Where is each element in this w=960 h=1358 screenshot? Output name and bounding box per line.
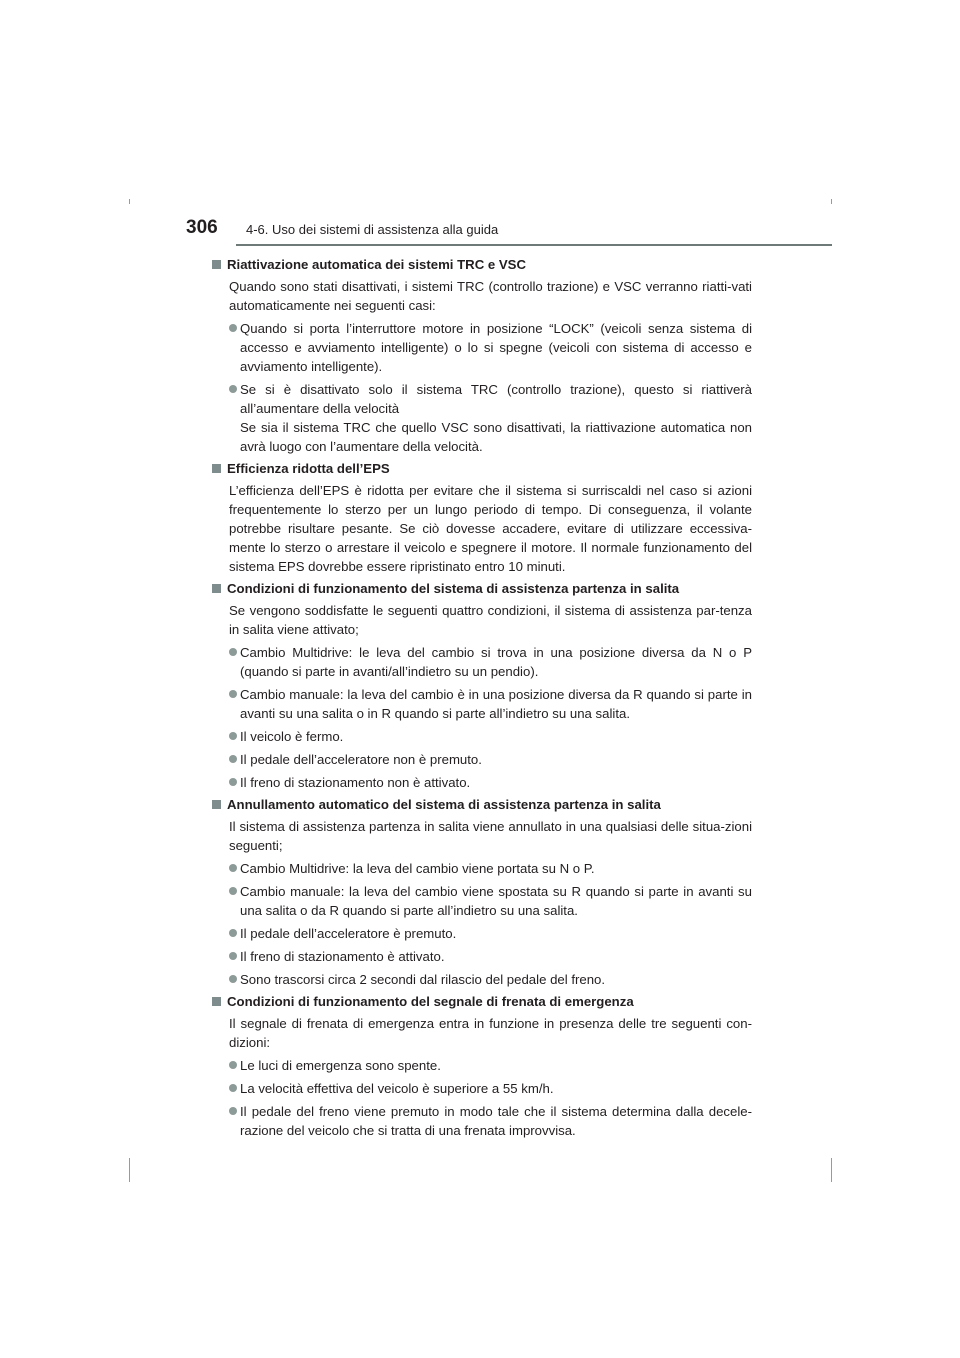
square-bullet-icon <box>212 997 221 1006</box>
section-intro: Il segnale di frenata di emergenza entra in funzione in presenza delle tre seguenti con-dizioni: <box>229 1016 752 1050</box>
list-item: Le luci di emergenza sono spente. <box>212 1056 752 1075</box>
crop-mark-top-left <box>129 199 130 204</box>
list-item: Cambio Multidrive: le leva del cambio si trova in una posizione diversa da N o P (quando si parte in avanti/all’indietro su un pendio). <box>212 643 752 681</box>
round-bullet-icon <box>229 778 237 786</box>
round-bullet-icon <box>229 324 237 332</box>
list-item: Cambio Multidrive: la leva del cambio viene portata su N o P. <box>212 859 752 878</box>
page-content <box>212 252 752 1143</box>
section-heading: Efficienza ridotta dell’EPS <box>212 459 752 478</box>
square-bullet-icon <box>212 800 221 809</box>
section-heading: Riattivazione automatica dei sistemi TRC e VSC <box>212 255 752 274</box>
round-bullet-icon <box>229 1107 237 1115</box>
list-item: Il veicolo è fermo. <box>212 727 752 746</box>
section-hill-start-cancellation <box>212 795 752 989</box>
crop-mark-bottom-left <box>129 1158 130 1182</box>
list-item: La velocità effettiva del veicolo è superiore a 55 km/h. <box>212 1079 752 1098</box>
list-item: Se si è disattivato solo il sistema TRC (controllo trazione), questo si riattiverà all’aumentare della velocità Se sia il sistema TRC che quello VSC sono disattivati, la riattivazione automatica non avrà luogo con l’aumentare della velocità. <box>212 380 752 456</box>
section-intro: Il sistema di assistenza partenza in salita viene annullato in una qualsiasi delle situa-zioni seguenti; <box>229 819 752 853</box>
section-emergency-brake-signal <box>212 992 752 1140</box>
list-item: Il pedale dell’acceleratore è premuto. <box>212 924 752 943</box>
crop-mark-top-right <box>831 199 832 204</box>
page-number: 306 <box>186 217 218 238</box>
round-bullet-icon <box>229 732 237 740</box>
square-bullet-icon <box>212 464 221 473</box>
round-bullet-icon <box>229 1061 237 1069</box>
round-bullet-icon <box>229 1084 237 1092</box>
round-bullet-icon <box>229 755 237 763</box>
round-bullet-icon <box>229 385 237 393</box>
section-heading: Condizioni di funzionamento del sistema di assistenza partenza in salita <box>212 579 752 598</box>
list-item: Il pedale del freno viene premuto in modo tale che il sistema determina dalla decele-razione del veicolo che si tratta di una frenata improvvisa. <box>212 1102 752 1140</box>
section-heading: Condizioni di funzionamento del segnale di frenata di emergenza <box>212 992 752 1011</box>
list-item: Il freno di stazionamento non è attivato. <box>212 773 752 792</box>
crop-mark-bottom-right <box>831 1158 832 1182</box>
round-bullet-icon <box>229 690 237 698</box>
section-eps-efficiency <box>212 459 752 576</box>
section-heading: Annullamento automatico del sistema di assistenza partenza in salita <box>212 795 752 814</box>
round-bullet-icon <box>229 887 237 895</box>
section-intro: L’efficienza dell’EPS è ridotta per evitare che il sistema si surriscaldi nel caso si azioni frequentemente lo sterzo per un lungo periodo di tempo. Di conseguenza, il volante potrebbe risultare pesante. Se ciò dovesse accadere, evitare di utilizzare eccessiva-mente lo sterzo o arrestare il veicolo e spegnere il motore. Il normale funzionamento del sistema EPS dovrebbe essere ripristinato entro 10 minuti. <box>229 483 752 574</box>
square-bullet-icon <box>212 260 221 269</box>
section-intro: Quando sono stati disattivati, i sistemi TRC (controllo trazione) e VSC verranno riatti-vati automaticamente nei seguenti casi: <box>229 279 752 313</box>
header-rule <box>236 244 832 246</box>
chapter-title: 4-6. Uso dei sistemi di assistenza alla guida <box>246 222 499 237</box>
list-item: Il pedale dell’acceleratore non è premuto. <box>212 750 752 769</box>
list-item: Sono trascorsi circa 2 secondi dal rilascio del pedale del freno. <box>212 970 752 989</box>
round-bullet-icon <box>229 952 237 960</box>
round-bullet-icon <box>229 648 237 656</box>
round-bullet-icon <box>229 929 237 937</box>
section-trc-vsc-reactivation <box>212 255 752 456</box>
round-bullet-icon <box>229 864 237 872</box>
square-bullet-icon <box>212 584 221 593</box>
section-intro: Se vengono soddisfatte le seguenti quattro condizioni, il sistema di assistenza par-tenza in salita viene attivato; <box>229 603 752 637</box>
round-bullet-icon <box>229 975 237 983</box>
list-item: Cambio manuale: la leva del cambio viene spostata su R quando si parte in avanti su una salita o da R quando si parte all’indietro su una salita. <box>212 882 752 920</box>
list-item: Il freno di stazionamento è attivato. <box>212 947 752 966</box>
section-hill-start-conditions <box>212 579 752 792</box>
list-item: Cambio manuale: la leva del cambio è in una posizione diversa da R quando si parte in avanti su una salita o in R quando si parte all’indietro su una salita. <box>212 685 752 723</box>
list-item: Quando si porta l’interruttore motore in posizione “LOCK” (veicoli senza sistema di accesso e avviamento intelligente) o lo si spegne (veicoli con sistema di accesso e avviamento intelligente). <box>212 319 752 376</box>
